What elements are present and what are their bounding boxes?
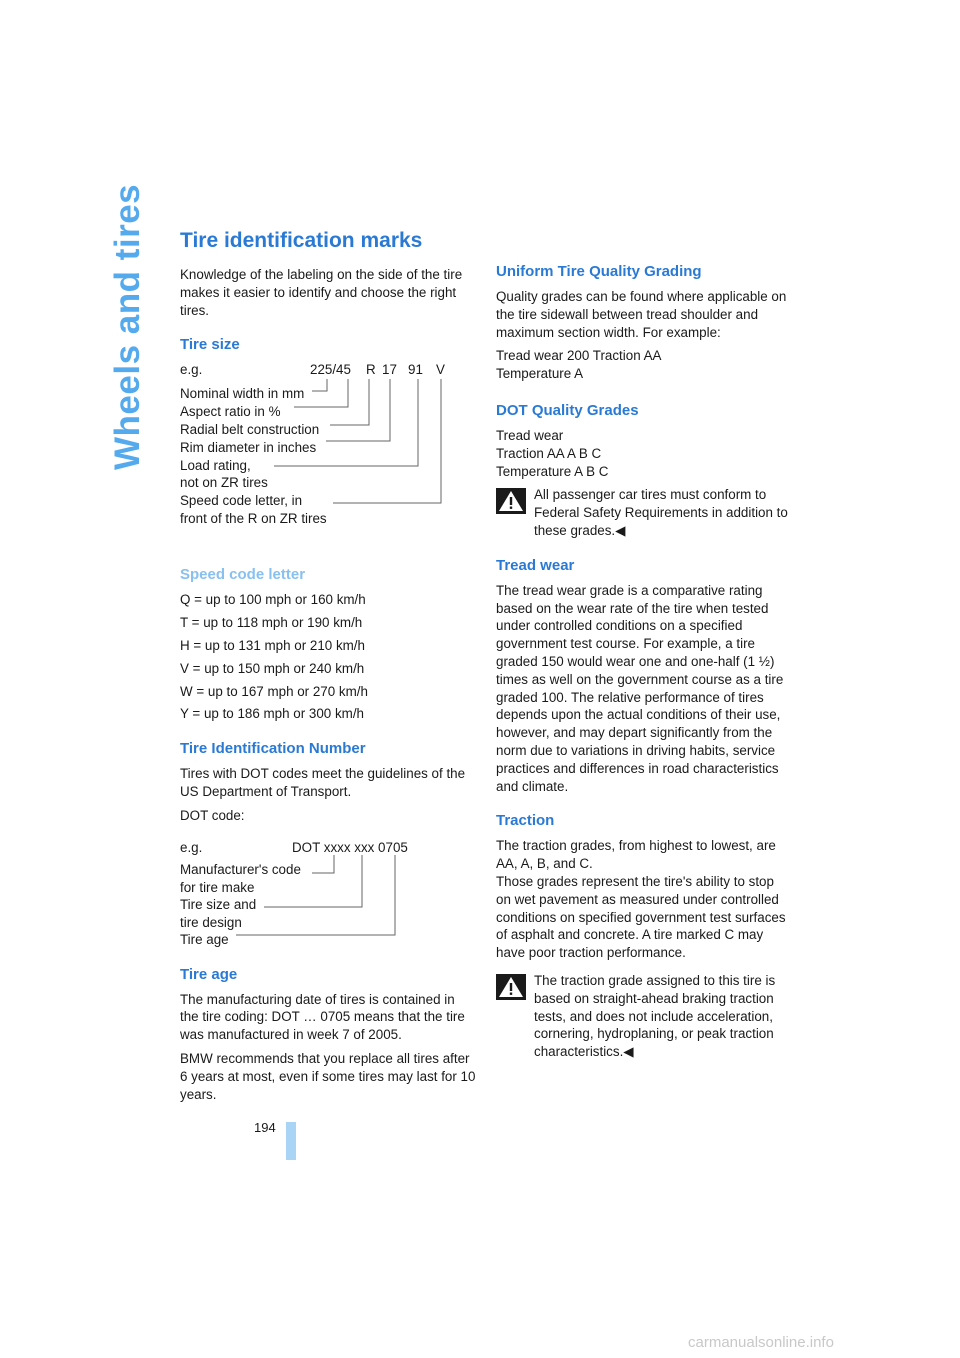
label-tire-size-design-cont: tire design <box>180 914 242 930</box>
label-nominal-width: Nominal width in mm <box>180 386 305 402</box>
dot-grades-warning <box>496 486 792 539</box>
utqg-example-line: Tread wear 200 Traction AA <box>496 348 662 364</box>
dot-grades-list <box>496 427 792 480</box>
speed-code-item: W = up to 167 mph or 270 km/h <box>180 683 368 699</box>
traction-warning <box>496 972 792 1061</box>
traction-text-2: Those grades represent the tire's ability to stop on wet pavement as measured under controlled conditions on specified government test surfaces of asphalt and concrete. A tire marked C may have poor traction performance. <box>496 873 786 961</box>
label-rim-diameter: Rim diameter in inches <box>180 440 317 456</box>
tire-code-load: 91 <box>408 362 423 378</box>
traction-text-1: The traction grades, from highest to lowest, are AA, A, B, and C. <box>496 838 776 872</box>
label-load-rating: Load rating, <box>180 458 251 474</box>
label-aspect-ratio: Aspect ratio in % <box>180 404 281 420</box>
dot-grade-line: Traction AA A B C <box>496 445 602 461</box>
watermark: carmanualsonline.info <box>688 1334 834 1351</box>
dot-code-value: DOT xxxx xxx 0705 <box>292 839 408 855</box>
intro-text: Knowledge of the labeling on the side of the tire makes it easier to identify and choose the right tires. <box>180 267 463 318</box>
dot-grades-heading: DOT Quality Grades <box>496 401 639 419</box>
speed-code-item: Q = up to 100 mph or 160 km/h <box>180 592 366 608</box>
tire-age-text-1: The manufacturing date of tires is contained in the tire coding: DOT … 0705 means that the tire was manufactured in week 7 of 2005. <box>180 991 465 1043</box>
dot-code-label: DOT code: <box>180 807 245 823</box>
dot-grade-line: Temperature A B C <box>496 463 609 479</box>
tire-code-width: 225/45 <box>310 362 351 378</box>
dot-code-diagram <box>180 839 476 949</box>
tire-size-eg: e.g. <box>180 362 203 378</box>
traction-body <box>496 837 792 962</box>
warning-triangle-icon <box>496 488 526 514</box>
speed-code-item: V = up to 150 mph or 240 km/h <box>180 660 365 676</box>
label-manufacturer-code-cont: for tire make <box>180 879 255 895</box>
speed-code-item: T = up to 118 mph or 190 km/h <box>180 615 363 631</box>
tread-wear-text: The tread wear grade is a comparative rating based on the wear rate of the tire when tested under controlled conditions on a specified government test course. For example, a tire graded 150 would wear one and one-half (1 ½) times as well on the government course as a tire graded 100. The relative performance of tires depends upon the actual conditions of their use, however, and may depart significantly from the norm due to variations in driving habits, service practices and differences in road characteristics and climate. <box>496 582 784 794</box>
label-load-rating-note: not on ZR tires <box>180 475 268 491</box>
tire-code-radial: R <box>366 362 376 378</box>
section-side-tab <box>96 183 156 470</box>
page-number: 194 <box>254 1120 276 1135</box>
label-speed-code: Speed code letter, in <box>180 493 303 509</box>
utqg-example-line: Temperature A <box>496 366 584 382</box>
label-radial-belt: Radial belt construction <box>180 422 320 438</box>
dot-code-eg: e.g. <box>180 839 203 855</box>
label-manufacturer-code: Manufacturer's code <box>180 861 301 877</box>
speed-code-list <box>180 591 476 723</box>
traction-note: The traction grade assigned to this tire is based on straight-ahead braking traction tests, and does not include acceleration, cornering, hydroplaning, or peak traction characteristics.◀ <box>534 972 776 1060</box>
traction-heading: Traction <box>496 812 555 830</box>
right-column <box>496 262 792 1067</box>
label-speed-code-note: front of the R on ZR tires <box>180 511 327 527</box>
tire-age-text-2: BMW recommends that you replace all tires after 6 years at most, even if some tires may last for 10 years. <box>180 1050 476 1102</box>
tin-heading: Tire Identification Number <box>180 740 366 758</box>
tire-code-rim: 17 <box>382 362 397 378</box>
tin-text: Tires with DOT codes meet the guidelines of the US Department of Transport. <box>180 766 466 799</box>
utqg-heading: Uniform Tire Quality Grading <box>496 263 702 280</box>
tread-wear-heading: Tread wear <box>496 556 575 574</box>
tire-size-heading: Tire size <box>180 336 240 354</box>
tire-age-heading: Tire age <box>180 965 238 983</box>
speed-code-heading: Speed code letter <box>180 566 306 584</box>
tire-size-diagram <box>180 361 476 531</box>
dot-grades-note: All passenger car tires must conform to Federal Safety Requirements in addition to these grades.◀ <box>534 487 788 538</box>
tire-code-speed: V <box>436 362 445 378</box>
dot-grade-line: Tread wear <box>496 427 564 443</box>
section-title-vertical: Wheels and tires <box>108 183 147 470</box>
label-tire-size-design: Tire size and <box>180 896 257 912</box>
page-marker-bar <box>286 1122 296 1160</box>
speed-code-item: H = up to 131 mph or 210 km/h <box>180 637 365 653</box>
page-title: Tire identification marks <box>180 229 423 252</box>
warning-triangle-icon <box>496 974 526 1000</box>
label-tire-age: Tire age <box>180 931 229 947</box>
speed-code-item: Y = up to 186 mph or 300 km/h <box>180 706 364 722</box>
utqg-example <box>496 347 792 383</box>
utqg-text: Quality grades can be found where applicable on the tire sidewall between tread shoulder and maximum section width. For example: <box>496 289 787 340</box>
left-column <box>180 228 476 1109</box>
